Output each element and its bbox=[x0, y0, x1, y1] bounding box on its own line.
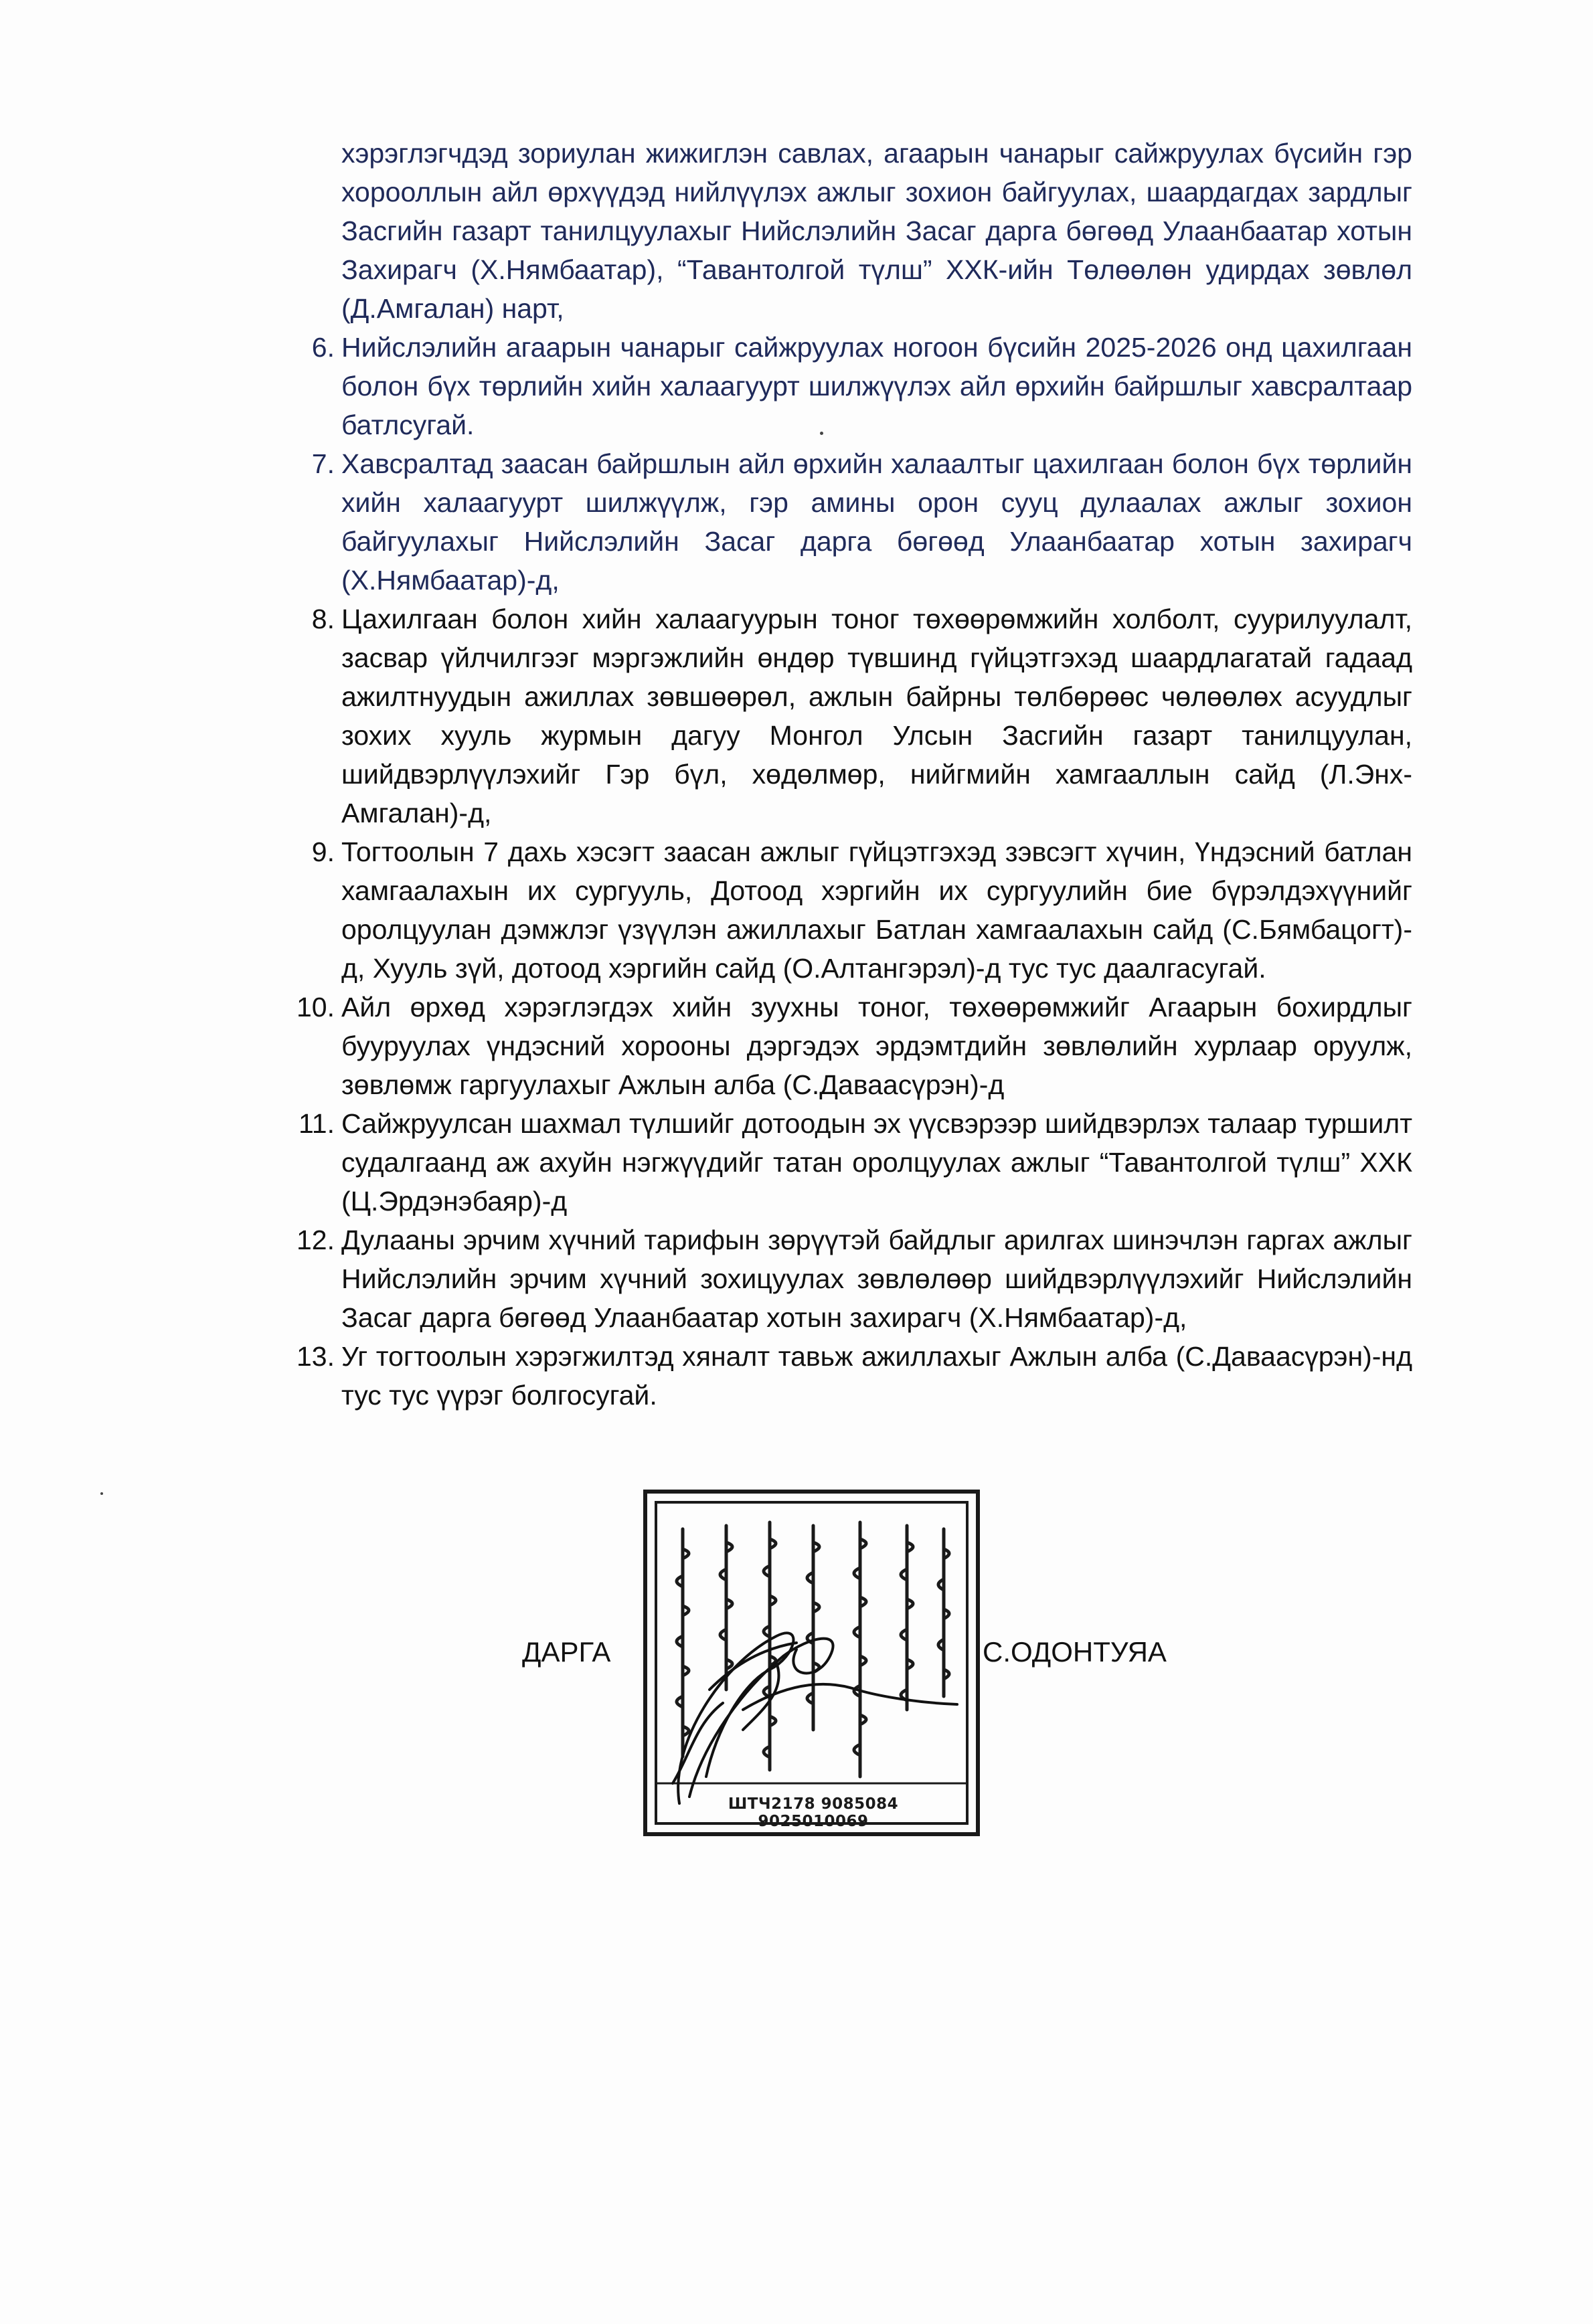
list-item bbox=[274, 1221, 1412, 1337]
seal-number: ШТЧ2178 9085084 9025010069 bbox=[728, 1795, 899, 1830]
item-number: 10. bbox=[297, 992, 335, 1022]
item-number: 7. bbox=[311, 448, 335, 479]
position-title: ДАРГА bbox=[522, 1636, 611, 1668]
scan-speck bbox=[820, 432, 823, 435]
item-number: 9. bbox=[311, 836, 335, 867]
item-text: Дулааны эрчим хүчний тарифын зөрүүтэй байдлыг арилгах шинэчлэн гаргах ажлыг Нийслэлийн эрчим хүчний зохицуулах зөвлөлөөр шийдвэрлүүлэхийг Нийслэлийн Засаг дарга бөгөөд Улаанбаатар хотын захирагч (Х.Нямбаатар)-д, bbox=[341, 1225, 1412, 1333]
item-text: Хавсралтад заасан байршлын айл өрхийн халаалтыг цахилгаан болон бүх төрлийн хийн халаагуурт шилжүүлж, гэр амины орон сууц дулаалах ажлыг зохион байгуулахыг Нийслэлийн Засаг дарга бөгөөд Улаанбаатар хотын захирагч (Х.Нямбаатар)-д, bbox=[341, 448, 1412, 596]
list-item bbox=[274, 832, 1412, 988]
resolution-items bbox=[274, 328, 1412, 1415]
list-item bbox=[274, 328, 1412, 444]
item-number: 8. bbox=[311, 604, 335, 634]
signer-name: С.ОДОНТУЯА bbox=[983, 1636, 1167, 1668]
item-number: 13. bbox=[297, 1341, 335, 1372]
list-item bbox=[274, 444, 1412, 600]
item-text: Нийслэлийн агаарын чанарыг сайжруулах ногоон бүсийн 2025-2026 онд цахилгаан болон бүх төрлийн хийн халаагуурт шилжүүлэх айл өрхийн байршлыг хавсралтаар батлсугай. bbox=[341, 332, 1412, 440]
intro-paragraph: хэрэглэгчдэд зориулан жижиглэн савлах, агаарын чанарыг сайжруулах бүсийн гэр хорооллын айл өрхүүдэд нийлүүлэх ажлыг зохион байгуулах, шаардагдах зардлыг Засгийн газарт танилцуулахыг Нийслэлийн Засаг дарга бөгөөд Улаанбаатар хотын Захирагч (Х.Нямбаатар), “Тавантолгой түлш” ХХК-ийн Төлөөлөн удирдах зөвлөл (Д.Амгалан) нарт, bbox=[341, 138, 1412, 324]
list-item bbox=[274, 600, 1412, 832]
item-number: 11. bbox=[299, 1108, 335, 1139]
item-text: Сайжруулсан шахмал түлшийг дотоодын эх үүсвэрээр шийдвэрлэх талаар туршилт судалгаанд аж ахуйн нэгжүүдийг татан оролцуулах ажлыг “Тавантолгой түлш” ХХК (Ц.Эрдэнэбаяр)-д bbox=[341, 1108, 1412, 1217]
document-body bbox=[274, 134, 1412, 1415]
item-text: Айл өрхөд хэрэглэгдэх хийн зуухны тоног, төхөөрөмжийг Агаарын бохирдлыг бууруулах үндэсний хорооны дэргэдэх эрдэмтдийн зөвлөлийн хурлаар оруулж, зөвлөмж гаргуулахыг Ажлын алба (С.Даваасүрэн)-д bbox=[341, 992, 1412, 1100]
scan-speck bbox=[100, 1492, 103, 1495]
list-item bbox=[274, 1337, 1412, 1415]
item-text: Тогтоолын 7 дахь хэсэгт заасан ажлыг гүйцэтгэхэд зэвсэгт хүчин, Үндэсний батлан хамгаалахын их сургууль, Дотоод хэргийн их сургуулийн бие бүрэлдэхүүнийг оролцуулан дэмжлэг үзүүлэн ажиллахыг Батлан хамгаалахын сайд (С.Бямбацогт)-д, Хууль зүй, дотоод хэргийн сайд (О.Алтангэрэл)-д тус тус даалгасугай. bbox=[341, 836, 1412, 984]
item-number: 6. bbox=[311, 332, 335, 363]
item-text: Цахилгаан болон хийн халаагуурын тоног төхөөрөмжийн холболт, суурилуулалт, засвар үйлчилгээг мэргэжлийн өндөр түвшинд гүйцэтгэхэд шаардлагатай гадаад ажилтнуудын ажиллах зөвшөөрөл, ажлын байрны төлбөрөөс чөлөөлөх асуудлыг зохих хууль журмын дагуу Монгол Улсын Засгийн газарт танилцуулан, шийдвэрлүүлэхийг Гэр бүл, хөдөлмөр, нийгмийн хамгааллын сайд (Л.Энх-Амгалан)-д, bbox=[341, 604, 1412, 828]
item-number: 12. bbox=[297, 1225, 335, 1255]
mongolian-script-seal-icon bbox=[643, 1489, 981, 1837]
list-item bbox=[274, 988, 1412, 1104]
item-text: Уг тогтоолын хэрэгжилтэд хяналт тавьж ажиллахыг Ажлын алба (С.Даваасүрэн)-нд тус тус үүрэг болгосугай. bbox=[341, 1341, 1412, 1411]
handwritten-signature-icon bbox=[643, 1489, 981, 1837]
list-item bbox=[274, 1104, 1412, 1221]
